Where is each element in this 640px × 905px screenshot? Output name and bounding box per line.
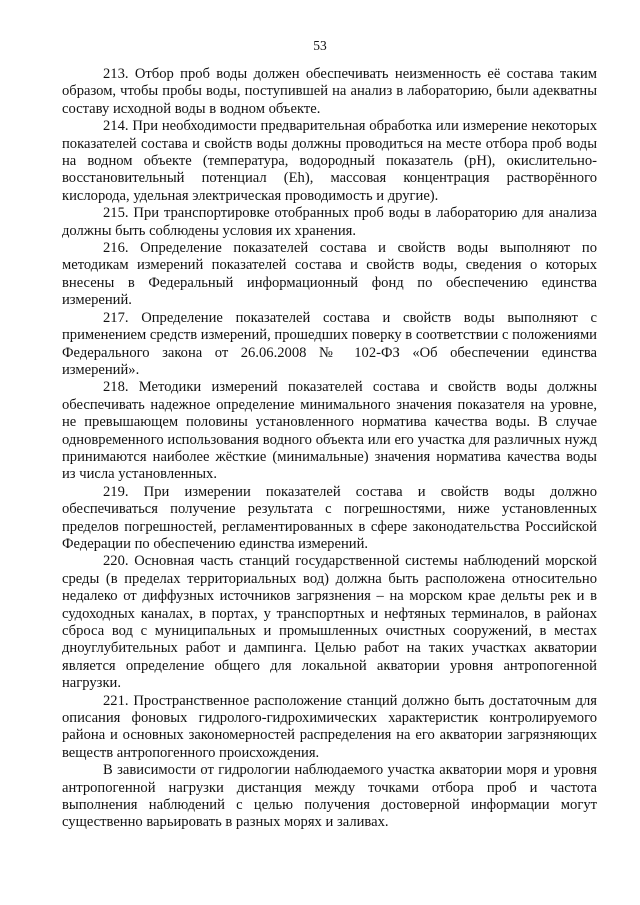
paragraph-218: 218. Методики измерений показателей состава и свойств воды должны обеспечивать надежное определение минимального значения показателя на уровне, не превышающем половины установленного норматива качества воды. В случае одновременного использования водного объекта или его участка для различных нужд принимаются наиболее жёсткие (минимальные) значения норматива качества воды из числа установленных. xyxy=(62,379,597,483)
document-body xyxy=(62,66,597,832)
paragraph-216: 216. Определение показателей состава и свойств воды выполняют по методикам измерений показателей состава и свойств воды, сведения о которых внесены в Федеральный информационный фонд по обеспечению единства измерений. xyxy=(62,240,597,309)
paragraph-215: 215. При транспортировке отобранных проб воды в лабораторию для анализа должны быть соблюдены условия их хранения. xyxy=(62,205,597,239)
paragraph-220: 220. Основная часть станций государственной системы наблюдений морской среды (в пределах территориальных вод) должна быть расположена относительно недалеко от диффузных источников загрязнения – на морском крае дельты рек и в судоходных каналах, в портах, у транспортных и нефтяных терминалов, в районах сброса вод с муниципальных и промышленных очистных сооружений, в местах дноуглубительных работ и дампинга. Целью работ на таких участках акватории является определение общего для локальной акватории уровня антропогенной нагрузки. xyxy=(62,553,597,692)
paragraph-214: 214. При необходимости предварительная обработка или измерение некоторых показателей состава и свойств воды должны проводиться на месте отбора проб воды на водном объекте (температура, водородный показатель (pH), окислительно-восстановительный потенциал (Eh), массовая концентрация растворённого кислорода, удельная электрическая проводимость и другие). xyxy=(62,118,597,204)
paragraph-221: 221. Пространственное расположение станций должно быть достаточным для описания фоновых гидролого-гидрохимических характеристик контролируемого района и основных закономерностей распределения на его акватории загрязняющих веществ антропогенного происхождения. xyxy=(62,692,597,761)
paragraph-219: 219. При измерении показателей состава и свойств воды должно обеспечиваться получение результата с погрешностями, ниже установленных пределов погрешностей, регламентированных в сфере законодательства Российской Федерации по обеспечению единства измерений. xyxy=(62,483,597,552)
paragraph-221-continued: В зависимости от гидрологии наблюдаемого участка акватории моря и уровня антропогенной нагрузки дистанция между точками отбора проб и частота выполнения наблюдений с целью получения достоверной информации могут существенно варьировать в разных морях и заливах. xyxy=(62,762,597,831)
paragraph-213: 213. Отбор проб воды должен обеспечивать неизменность её состава таким образом, чтобы пробы воды, поступившей на анализ в лабораторию, были адекватны составу исходной воды в водном объекте. xyxy=(62,66,597,117)
page-number: 53 xyxy=(313,38,327,53)
paragraph-217: 217. Определение показателей состава и свойств воды выполняют с применением средств измерений, прошедших поверку в соответствии с положениями Федерального закона от 26.06.2008 № 102-ФЗ «Об обеспечении единства измерений». xyxy=(62,309,597,378)
